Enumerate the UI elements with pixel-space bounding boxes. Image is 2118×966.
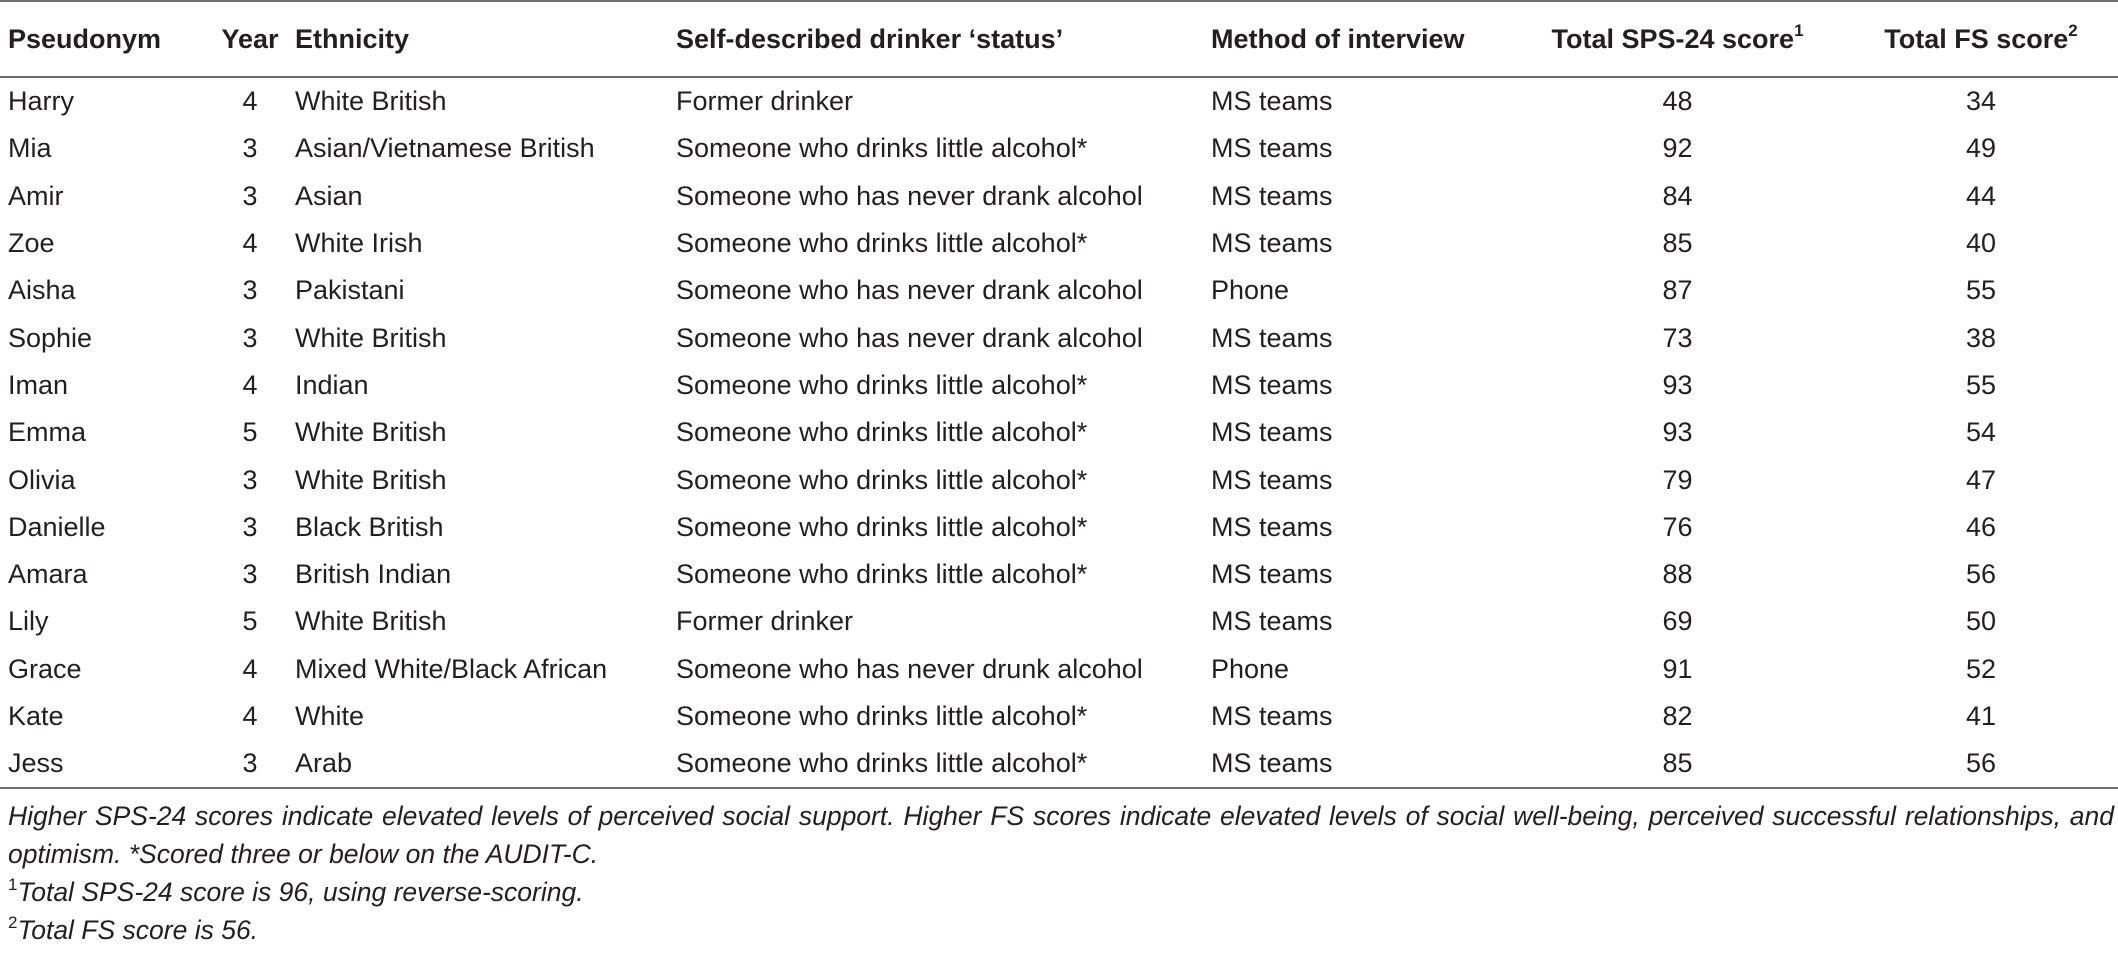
- cell-fs-score: 55: [1965, 275, 1997, 306]
- cell-sps-score: 76: [1662, 511, 1693, 542]
- cell-ethnicity: Asian: [295, 180, 363, 211]
- header-fs-label: Total FS score: [1884, 23, 2069, 54]
- cell-sps-score: 93: [1662, 417, 1693, 448]
- cell-interview-method: MS teams: [1211, 180, 1333, 211]
- cell-drinker-status: Someone who drinks little alcohol*: [676, 133, 1088, 164]
- table-header: [0, 1, 2118, 77]
- cell-year: 3: [205, 740, 295, 788]
- cell-year: 4: [242, 228, 258, 259]
- cell-interview-method: MS teams: [1211, 369, 1333, 400]
- cell-drinker-status: Former drinker: [676, 86, 854, 117]
- cell-pseudonym: Zoe: [8, 228, 55, 259]
- footnote-2-mark: 2: [8, 913, 18, 933]
- cell-year: 3: [242, 559, 258, 590]
- cell-drinker-status: Someone who drinks little alcohol*: [676, 417, 1088, 448]
- cell-interview-method: MS teams: [1211, 417, 1333, 448]
- cell-pseudonym: Grace: [8, 653, 82, 684]
- cell-drinker-status: Someone who has never drunk alcohol: [676, 653, 1143, 684]
- cell-year: 5: [242, 606, 258, 637]
- cell-pseudonym: Emma: [8, 417, 87, 448]
- cell-interview-method: MS teams: [1211, 464, 1333, 495]
- cell-sps-score: 73: [1662, 322, 1693, 353]
- cell-ethnicity: White Irish: [295, 228, 423, 259]
- cell-ethnicity: White: [295, 701, 365, 731]
- table-footnote-1: [8, 873, 2114, 911]
- table-row: [0, 598, 2118, 645]
- cell-fs-score: 41: [1965, 701, 1997, 731]
- cell-sps-score: 88: [1662, 559, 1693, 590]
- cell-ethnicity: Pakistani: [295, 275, 405, 306]
- header-ethnicity: Ethnicity: [295, 1, 676, 77]
- cell-fs-score: 52: [1965, 653, 1997, 684]
- header-drinker-status: Self-described drinker ‘status’: [676, 1, 1211, 77]
- footnote-marker-1: 1: [1794, 20, 1804, 40]
- table-body: [0, 77, 2118, 788]
- cell-interview-method: MS teams: [1211, 133, 1333, 164]
- cell-year: 4: [242, 86, 258, 117]
- table-row: [0, 693, 2118, 740]
- cell-year: 4: [242, 369, 258, 400]
- cell-year: 3: [242, 511, 258, 542]
- cell-fs-score: 38: [1965, 322, 1997, 353]
- cell-year: 3: [242, 322, 258, 353]
- cell-year: 4: [242, 653, 258, 684]
- cell-ethnicity: Mixed White/Black African: [295, 653, 608, 684]
- cell-ethnicity: White British: [295, 606, 447, 637]
- cell-pseudonym: Lily: [8, 606, 49, 637]
- cell-year: 3: [242, 275, 258, 306]
- cell-sps-score: 91: [1662, 653, 1693, 684]
- cell-sps-score: 92: [1662, 133, 1693, 164]
- table-row: [0, 173, 2118, 220]
- cell-drinker-status: Someone who drinks little alcohol*: [676, 559, 1088, 590]
- table-row: [0, 551, 2118, 598]
- header-year: Year: [205, 1, 295, 77]
- table-row: [0, 362, 2118, 409]
- cell-pseudonym: Danielle: [8, 511, 106, 542]
- table-row: [0, 456, 2118, 503]
- cell-pseudonym: Harry: [8, 86, 74, 117]
- cell-pseudonym: Jess: [0, 740, 205, 788]
- header-fs-score: [1844, 1, 2118, 77]
- cell-ethnicity: Indian: [295, 369, 369, 400]
- cell-ethnicity: White British: [295, 464, 447, 495]
- cell-sps-score: 87: [1662, 275, 1693, 306]
- cell-pseudonym: Mia: [8, 133, 52, 164]
- cell-fs-score: 34: [1965, 86, 1997, 117]
- header-sps-label: Total SPS-24 score: [1551, 23, 1795, 54]
- footnote-1-text: Total SPS-24 score is 96, using reverse-scoring.: [17, 877, 584, 908]
- cell-year: 3: [242, 133, 258, 164]
- cell-interview-method: Phone: [1211, 275, 1290, 306]
- cell-drinker-status: Someone who drinks little alcohol*: [676, 228, 1088, 259]
- table-row: [0, 646, 2118, 693]
- cell-interview-method: MS teams: [1211, 606, 1333, 637]
- cell-pseudonym: Amara: [8, 559, 88, 590]
- cell-pseudonym: Amir: [8, 180, 64, 211]
- cell-fs-score: 46: [1965, 511, 1997, 542]
- cell-fs-score: 56: [1844, 740, 2118, 788]
- cell-interview-method: MS teams: [1211, 559, 1333, 590]
- cell-sps-score: 82: [1662, 701, 1693, 731]
- table-row: [0, 77, 2118, 125]
- cell-interview-method: MS teams: [1211, 740, 1511, 788]
- cell-fs-score: 40: [1965, 228, 1997, 259]
- cell-interview-method: MS teams: [1211, 228, 1333, 259]
- cell-interview-method: Phone: [1211, 653, 1290, 684]
- footnote-marker-2: 2: [2068, 20, 2078, 40]
- cell-drinker-status: Someone who drinks little alcohol*: [676, 511, 1088, 542]
- cell-drinker-status: Someone who drinks little alcohol*: [676, 369, 1088, 400]
- header-interview-method: Method of interview: [1211, 1, 1511, 77]
- footnote-1-mark: 1: [8, 875, 18, 895]
- table-footnote-2: [8, 911, 2114, 949]
- cell-drinker-status: Someone who has never drank alcohol: [676, 180, 1143, 211]
- cell-sps-score: 85: [1511, 740, 1844, 788]
- table-row: [0, 409, 2118, 456]
- cell-ethnicity: Arab: [295, 740, 676, 788]
- cell-year: 3: [242, 180, 258, 211]
- table-row: [0, 504, 2118, 551]
- table-row: [0, 314, 2118, 361]
- cell-year: 5: [242, 417, 258, 448]
- cell-sps-score: 79: [1662, 464, 1693, 495]
- cell-sps-score: 69: [1662, 606, 1693, 637]
- cell-fs-score: 47: [1965, 464, 1997, 495]
- header-row: [0, 1, 2118, 77]
- cell-ethnicity: British Indian: [295, 559, 452, 590]
- header-sps-score: [1511, 1, 1844, 77]
- cell-drinker-status: Former drinker: [676, 606, 854, 637]
- cell-ethnicity: White British: [295, 322, 447, 353]
- cell-year: 3: [242, 464, 258, 495]
- table-notes: [0, 789, 2118, 949]
- cell-drinker-status: Someone who drinks little alcohol*: [676, 740, 1211, 788]
- table-row: [0, 740, 2118, 788]
- cell-fs-score: 44: [1965, 180, 1997, 211]
- cell-fs-score: 49: [1965, 133, 1997, 164]
- cell-drinker-status: Someone who drinks little alcohol*: [676, 464, 1088, 495]
- cell-ethnicity: White British: [295, 417, 447, 448]
- cell-interview-method: MS teams: [1211, 701, 1333, 731]
- cell-fs-score: 54: [1965, 417, 1997, 448]
- cell-drinker-status: Someone who has never drank alcohol: [676, 322, 1143, 353]
- cell-pseudonym: Aisha: [8, 275, 76, 306]
- cell-ethnicity: Black British: [295, 511, 444, 542]
- cell-pseudonym: Sophie: [8, 322, 93, 353]
- cell-interview-method: MS teams: [1211, 322, 1333, 353]
- cell-pseudonym: Olivia: [8, 464, 76, 495]
- cell-ethnicity: Asian/Vietnamese British: [295, 133, 595, 164]
- cell-pseudonym: Kate: [8, 701, 64, 731]
- header-pseudonym: Pseudonym: [0, 1, 205, 77]
- table-row: [0, 267, 2118, 314]
- cell-interview-method: MS teams: [1211, 511, 1333, 542]
- cell-year: 4: [242, 701, 258, 731]
- cell-fs-score: 55: [1965, 369, 1997, 400]
- table-note-main: Higher SPS-24 scores indicate elevated levels of perceived social support. Higher FS scores indicate elevated levels of social well-being, perceived successful relationships, and optimism. *Scored three or below on the AUDIT-C.: [8, 801, 2114, 870]
- cell-ethnicity: White British: [295, 86, 447, 117]
- cell-sps-score: 93: [1662, 369, 1693, 400]
- cell-drinker-status: Someone who drinks little alcohol*: [676, 701, 1088, 731]
- footnote-2-text: Total FS score is 56.: [17, 915, 259, 946]
- table-row: [0, 125, 2118, 172]
- cell-sps-score: 84: [1662, 180, 1693, 211]
- table-row: [0, 220, 2118, 267]
- cell-sps-score: 48: [1662, 86, 1693, 117]
- cell-fs-score: 50: [1965, 606, 1997, 637]
- cell-pseudonym: Iman: [8, 369, 69, 400]
- cell-fs-score: 56: [1965, 559, 1997, 590]
- cell-drinker-status: Someone who has never drank alcohol: [676, 275, 1143, 306]
- cell-interview-method: MS teams: [1211, 86, 1333, 117]
- cell-sps-score: 85: [1662, 228, 1693, 259]
